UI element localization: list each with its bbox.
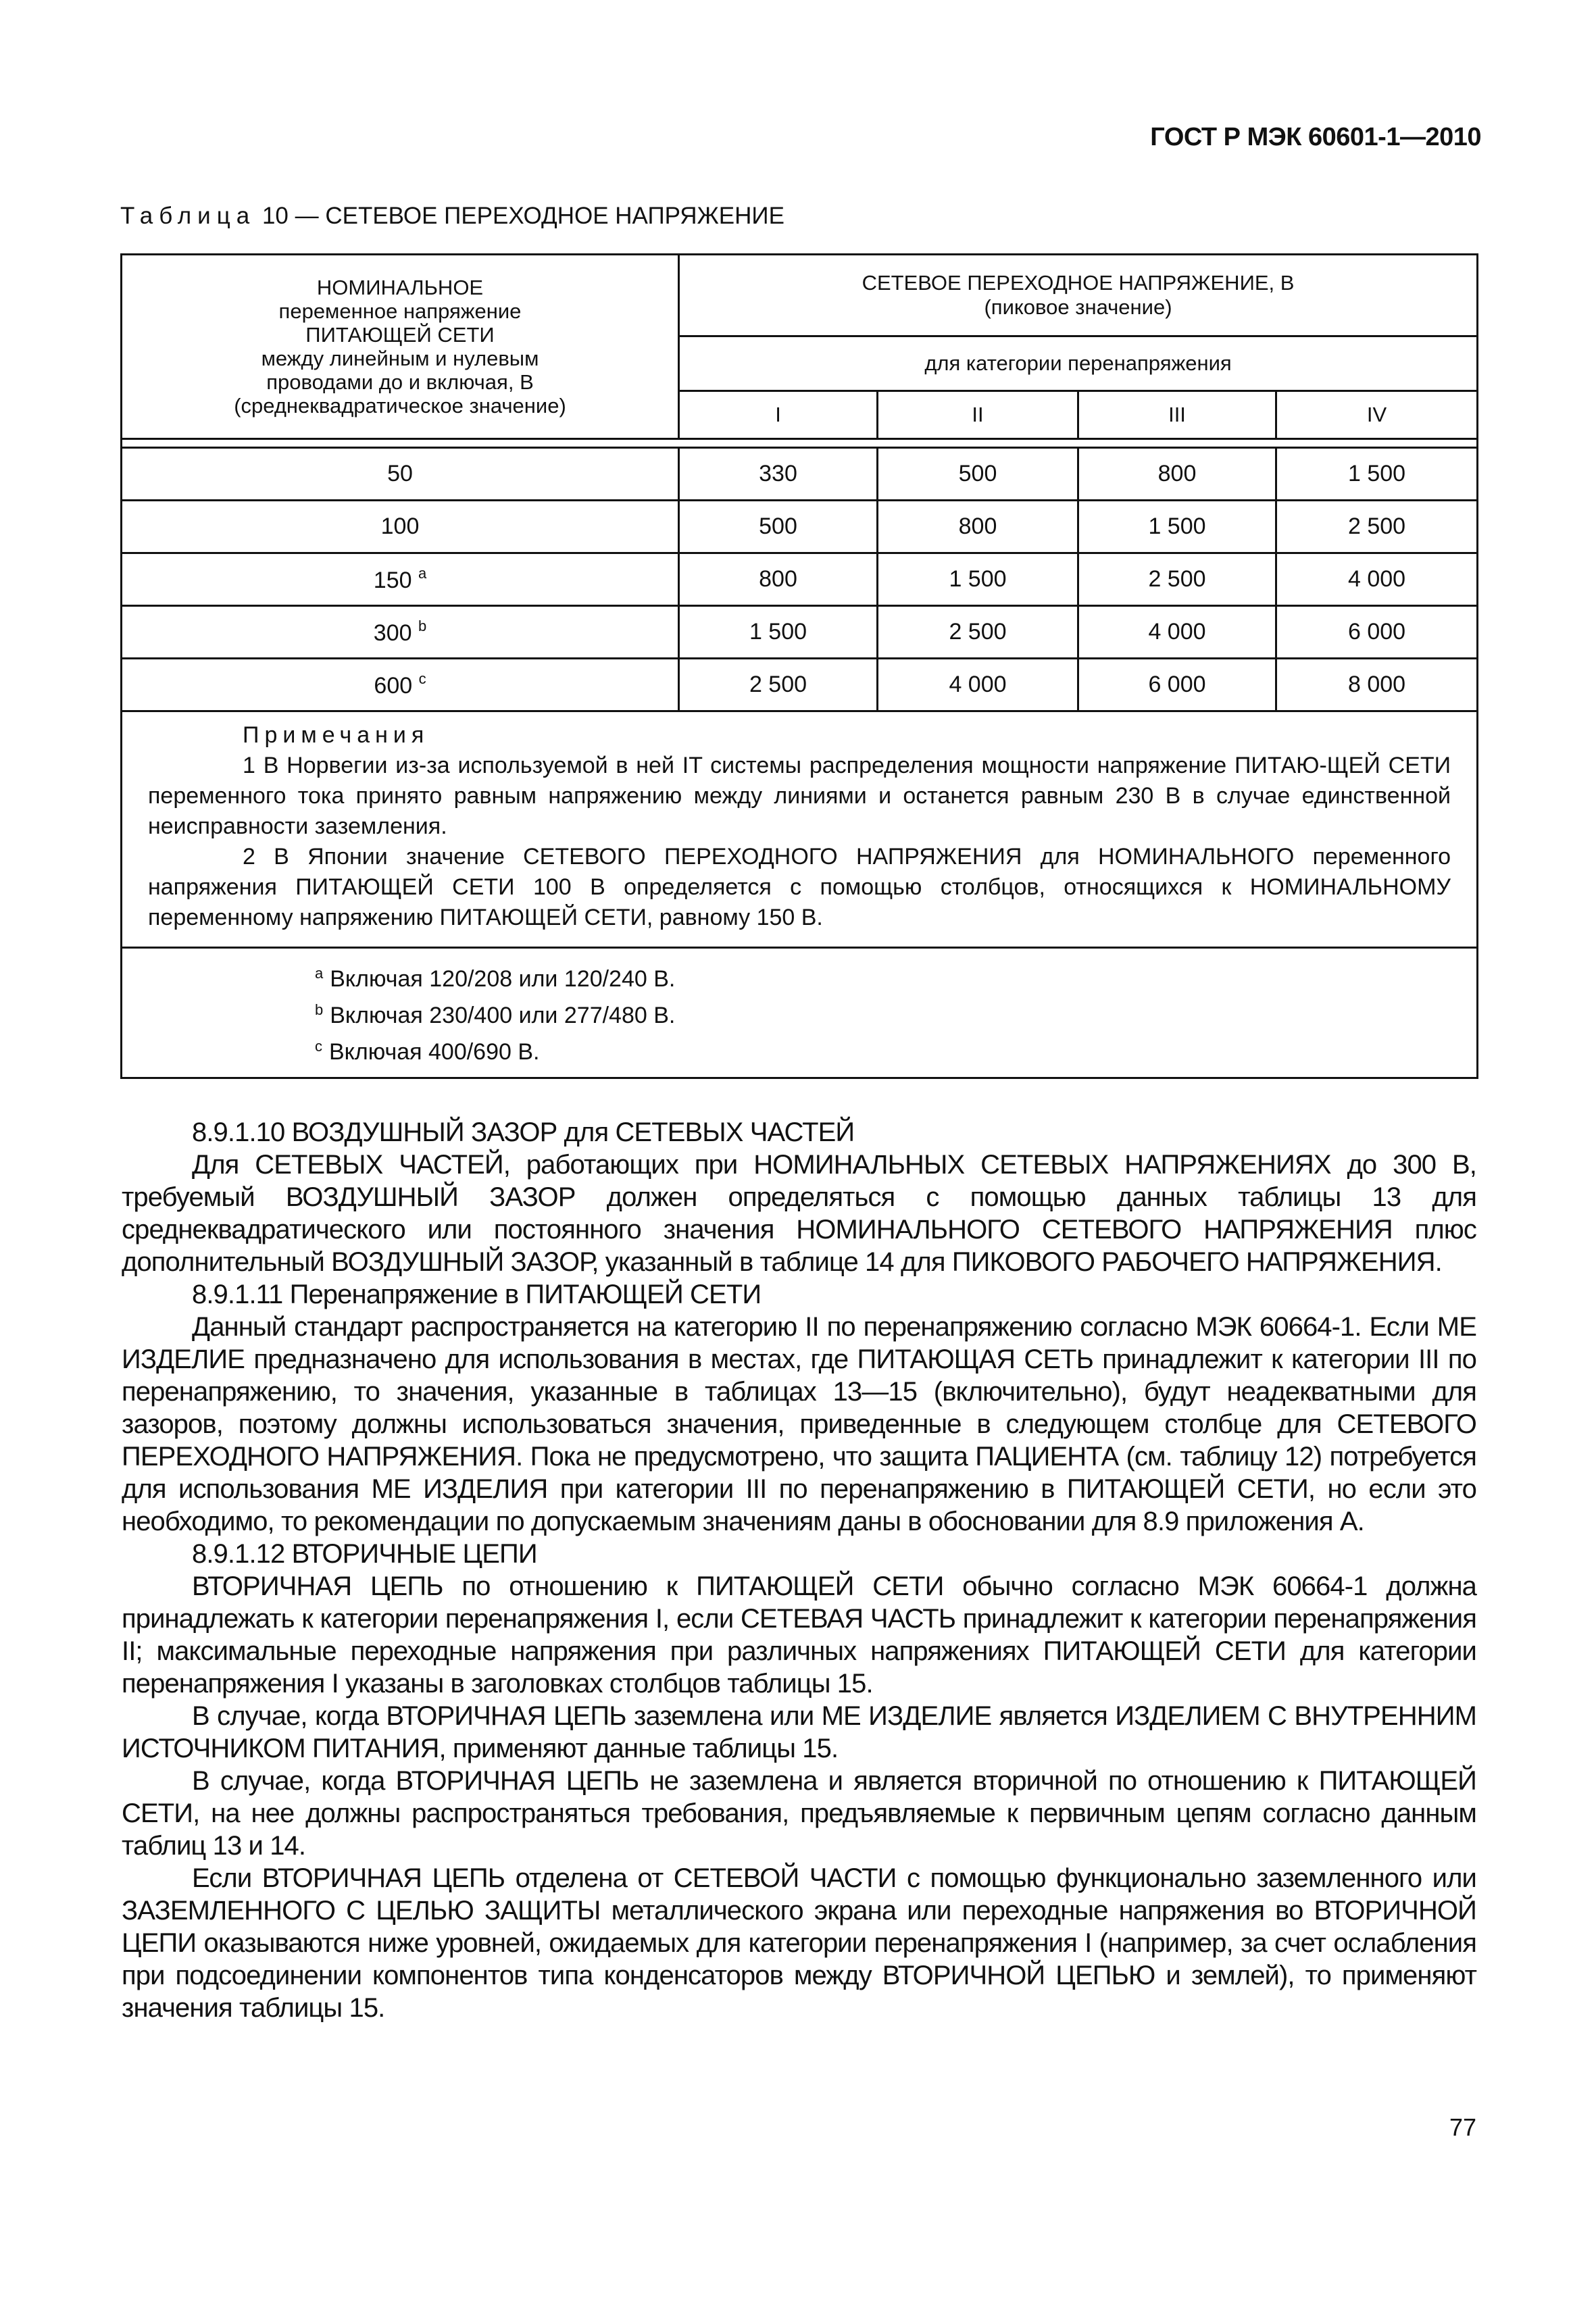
value-cell: 4 000 [1078, 606, 1276, 659]
value-cell: 2 500 [878, 606, 1078, 659]
section-heading: 8.9.1.10 ВОЗДУШНЫЙ ЗАЗОР для СЕТЕВЫХ ЧАСТЕЙ [192, 1117, 855, 1147]
footnote-mark: c [418, 670, 426, 687]
footnote [315, 995, 1451, 1031]
body-paragraph: Данный стандарт распространяется на категорию II по перенапряжению согласно МЭК 60664-1. Если МЕ ИЗДЕЛИЕ предназначено для использования в местах, где ПИТАЮЩАЯ СЕТЬ принадлежит к категории III по перенапряжению, то значения, указанные в таблицах 13—15 (включительно), будут неадекватными для зазоров, поэтому должны использоваться значения, приведенные в следующем столбце для СЕТЕВОГО ПЕРЕХОДНОГО НАПРЯЖЕНИЯ. Пока не предусмотрено, что защита ПАЦИЕНТА (см. таблицу 12) потребуется для использования МЕ ИЗДЕЛИЯ при категории III по перенапряжению в ПИТАЮЩЕЙ СЕТИ, но если это необходимо, то рекомендации по допускаемым значениям даны в обосновании для 8.9 приложения А. [122, 1312, 1476, 1536]
footnote-mark: b [418, 618, 427, 634]
value-cell: 800 [1078, 448, 1276, 501]
header-rated-voltage-line: (среднеквадратическое значение) [234, 394, 566, 418]
header-rated-voltage-line: переменное напряжение [278, 299, 522, 323]
voltage-cell: 50 [122, 448, 679, 501]
body-paragraph: Для СЕТЕВЫХ ЧАСТЕЙ, работающих при НОМИНАЛЬНЫХ СЕТЕВЫХ НАПРЯЖЕНИЯХ до 300 В, требуемый ВОЗДУШНЫЙ ЗАЗОР должен определяться с помощью данных таблицы 13 для среднеквадратического или постоянного значения НОМИНАЛЬНОГО СЕТЕВОГО НАПРЯЖЕНИЯ плюс дополнительный ВОЗДУШНЫЙ ЗАЗОР, указанный в таблице 14 для ПИКОВОГО РАБОЧЕГО НАПРЯЖЕНИЯ. [122, 1150, 1476, 1277]
note-paragraph: 1 В Норвегии из-за используемой в ней IT системы распределения мощности напряжение ПИТАЮ-ЩЕЙ СЕТИ переменного тока принято равным напряжению между линиями и останется равным 230 В в случае единственной неисправности заземления. [148, 753, 1451, 839]
value-cell: 500 [679, 501, 878, 553]
body-paragraph: Если ВТОРИЧНАЯ ЦЕПЬ отделена от СЕТЕВОЙ ЧАСТИ с помощью функционально заземленного или ЗАЗЕМЛЕННОГО С ЦЕЛЬЮ ЗАЩИТЫ металлического экрана или переходные напряжения во ВТОРИЧНОЙ ЦЕПИ оказываются ниже уровней, ожидаемых для категории перенапряжения I (например, за счет ослабления при подсоединении компонентов типа конденсаторов между ВТОРИЧНОЙ ЦЕПЬЮ и землей), то применяют значения таблицы 15. [122, 1863, 1476, 2023]
footnote [315, 1031, 1451, 1067]
footnote-text: Включая 400/690 В. [329, 1039, 540, 1065]
header-rated-voltage-line: ПИТАЮЩЕЙ СЕТИ [305, 323, 495, 347]
value-cell: 800 [679, 553, 878, 606]
header-rated-voltage [122, 255, 679, 439]
note-paragraph: 2 В Японии значение СЕТЕВОГО ПЕРЕХОДНОГО НАПРЯЖЕНИЯ для НОМИНАЛЬНОГО переменного напряжения ПИТАЮЩЕЙ СЕТИ 100 В определяется с помощью столбцов, относящихся к НОМИНАЛЬНОМУ переменному напряжению ПИТАЮЩЕЙ СЕТИ, равному 150 В. [148, 844, 1451, 930]
header-rated-voltage-line: проводами до и включая, В [266, 370, 534, 394]
header-transient-voltage [679, 255, 1478, 336]
voltage-cell: 300 $^b$ [122, 606, 679, 659]
footnote-text: Включая 120/208 или 120/240 В. [330, 966, 676, 992]
value-cell: 330 [679, 448, 878, 501]
header-rated-voltage-line: НОМИНАЛЬНОЕ [316, 276, 484, 299]
body-text [122, 1116, 1476, 2024]
header-category-ii: II [878, 391, 1078, 439]
voltage-cell: 600 $^c$ [122, 659, 679, 711]
header-category-iii: III [1078, 391, 1276, 439]
body-paragraph: В случае, когда ВТОРИЧНАЯ ЦЕПЬ заземлена или МЕ ИЗДЕЛИЕ является ИЗДЕЛИЕМ С ВНУТРЕННИМ ИСТОЧНИКОМ ПИТАНИЯ, применяют данные таблицы 15. [122, 1701, 1476, 1763]
header-double-rule [122, 439, 1478, 448]
value-cell: 8 000 [1276, 659, 1478, 711]
voltage-cell: 100 [122, 501, 679, 553]
table-row [122, 501, 1478, 553]
table-caption-title: 10 — СЕТЕВОЕ ПЕРЕХОДНОЕ НАПРЯЖЕНИЕ [255, 203, 784, 229]
value-cell: 6 000 [1276, 606, 1478, 659]
value-cell: 6 000 [1078, 659, 1276, 711]
value-cell: 1 500 [878, 553, 1078, 606]
body-paragraph: В случае, когда ВТОРИЧНАЯ ЦЕПЬ не заземлена и является вторичной по отношению к ПИТАЮЩЕЙ СЕТИ, на нее должны распространяться требования, предъявляемые к первичным цепям согласно данным таблиц 13 и 14. [122, 1766, 1476, 1861]
value-cell: 4 000 [1276, 553, 1478, 606]
section-heading: 8.9.1.12 ВТОРИЧНЫЕ ЦЕПИ [192, 1539, 537, 1569]
footnote-text: Включая 230/400 или 277/480 В. [330, 1003, 676, 1028]
footnote-mark: c [315, 1038, 322, 1055]
value-cell: 2 500 [1276, 501, 1478, 553]
footnote-mark: a [418, 565, 427, 582]
document-standard-header: ГОСТ Р МЭК 60601-1—2010 [1150, 123, 1481, 151]
header-category-i: I [679, 391, 878, 439]
voltage-cell: 150 $^a$ [122, 553, 679, 606]
table-footnotes [122, 948, 1478, 1078]
header-transient-voltage-line: (пиковое значение) [984, 295, 1172, 319]
footnote [315, 958, 1451, 995]
header-category-iv: IV [1276, 391, 1478, 439]
value-cell: 4 000 [878, 659, 1078, 711]
footnote-mark: a [315, 965, 324, 982]
footnote-mark: b [315, 1001, 324, 1018]
header-transient-voltage-line: СЕТЕВОЕ ПЕРЕХОДНОЕ НАПРЯЖЕНИЕ, В [862, 271, 1295, 295]
value-cell: 2 500 [679, 659, 878, 711]
table-row [122, 553, 1478, 606]
section-heading: 8.9.1.11 Перенапряжение в ПИТАЮЩЕЙ СЕТИ [192, 1280, 762, 1309]
page-number: 77 [1449, 2113, 1476, 2141]
value-cell: 1 500 [1276, 448, 1478, 501]
body-paragraph: ВТОРИЧНАЯ ЦЕПЬ по отношению к ПИТАЮЩЕЙ СЕТИ обычно согласно МЭК 60664-1 должна принадлежать к категории перенапряжения I, если СЕТЕВАЯ ЧАСТЬ принадлежит к категории перенапряжения II; максимальные переходные напряжения при различных напряжениях ПИТАЮЩЕЙ СЕТИ для категории перенапряжения I указаны в заголовках столбцов таблицы 15. [122, 1571, 1476, 1699]
value-cell: 500 [878, 448, 1078, 501]
table-caption-label: Таблица [120, 203, 256, 229]
table-caption [120, 203, 784, 230]
table-notes [122, 711, 1478, 948]
table-row [122, 606, 1478, 659]
table-row [122, 659, 1478, 711]
value-cell: 1 500 [679, 606, 878, 659]
value-cell: 1 500 [1078, 501, 1276, 553]
table-row [122, 448, 1478, 501]
header-overvoltage-category: для категории перенапряжения [679, 336, 1478, 391]
header-rated-voltage-line: между линейным и нулевым [261, 347, 539, 370]
notes-title: Примечания [243, 722, 430, 748]
value-cell: 2 500 [1078, 553, 1276, 606]
mains-transient-voltage-table [120, 253, 1478, 1079]
value-cell: 800 [878, 501, 1078, 553]
